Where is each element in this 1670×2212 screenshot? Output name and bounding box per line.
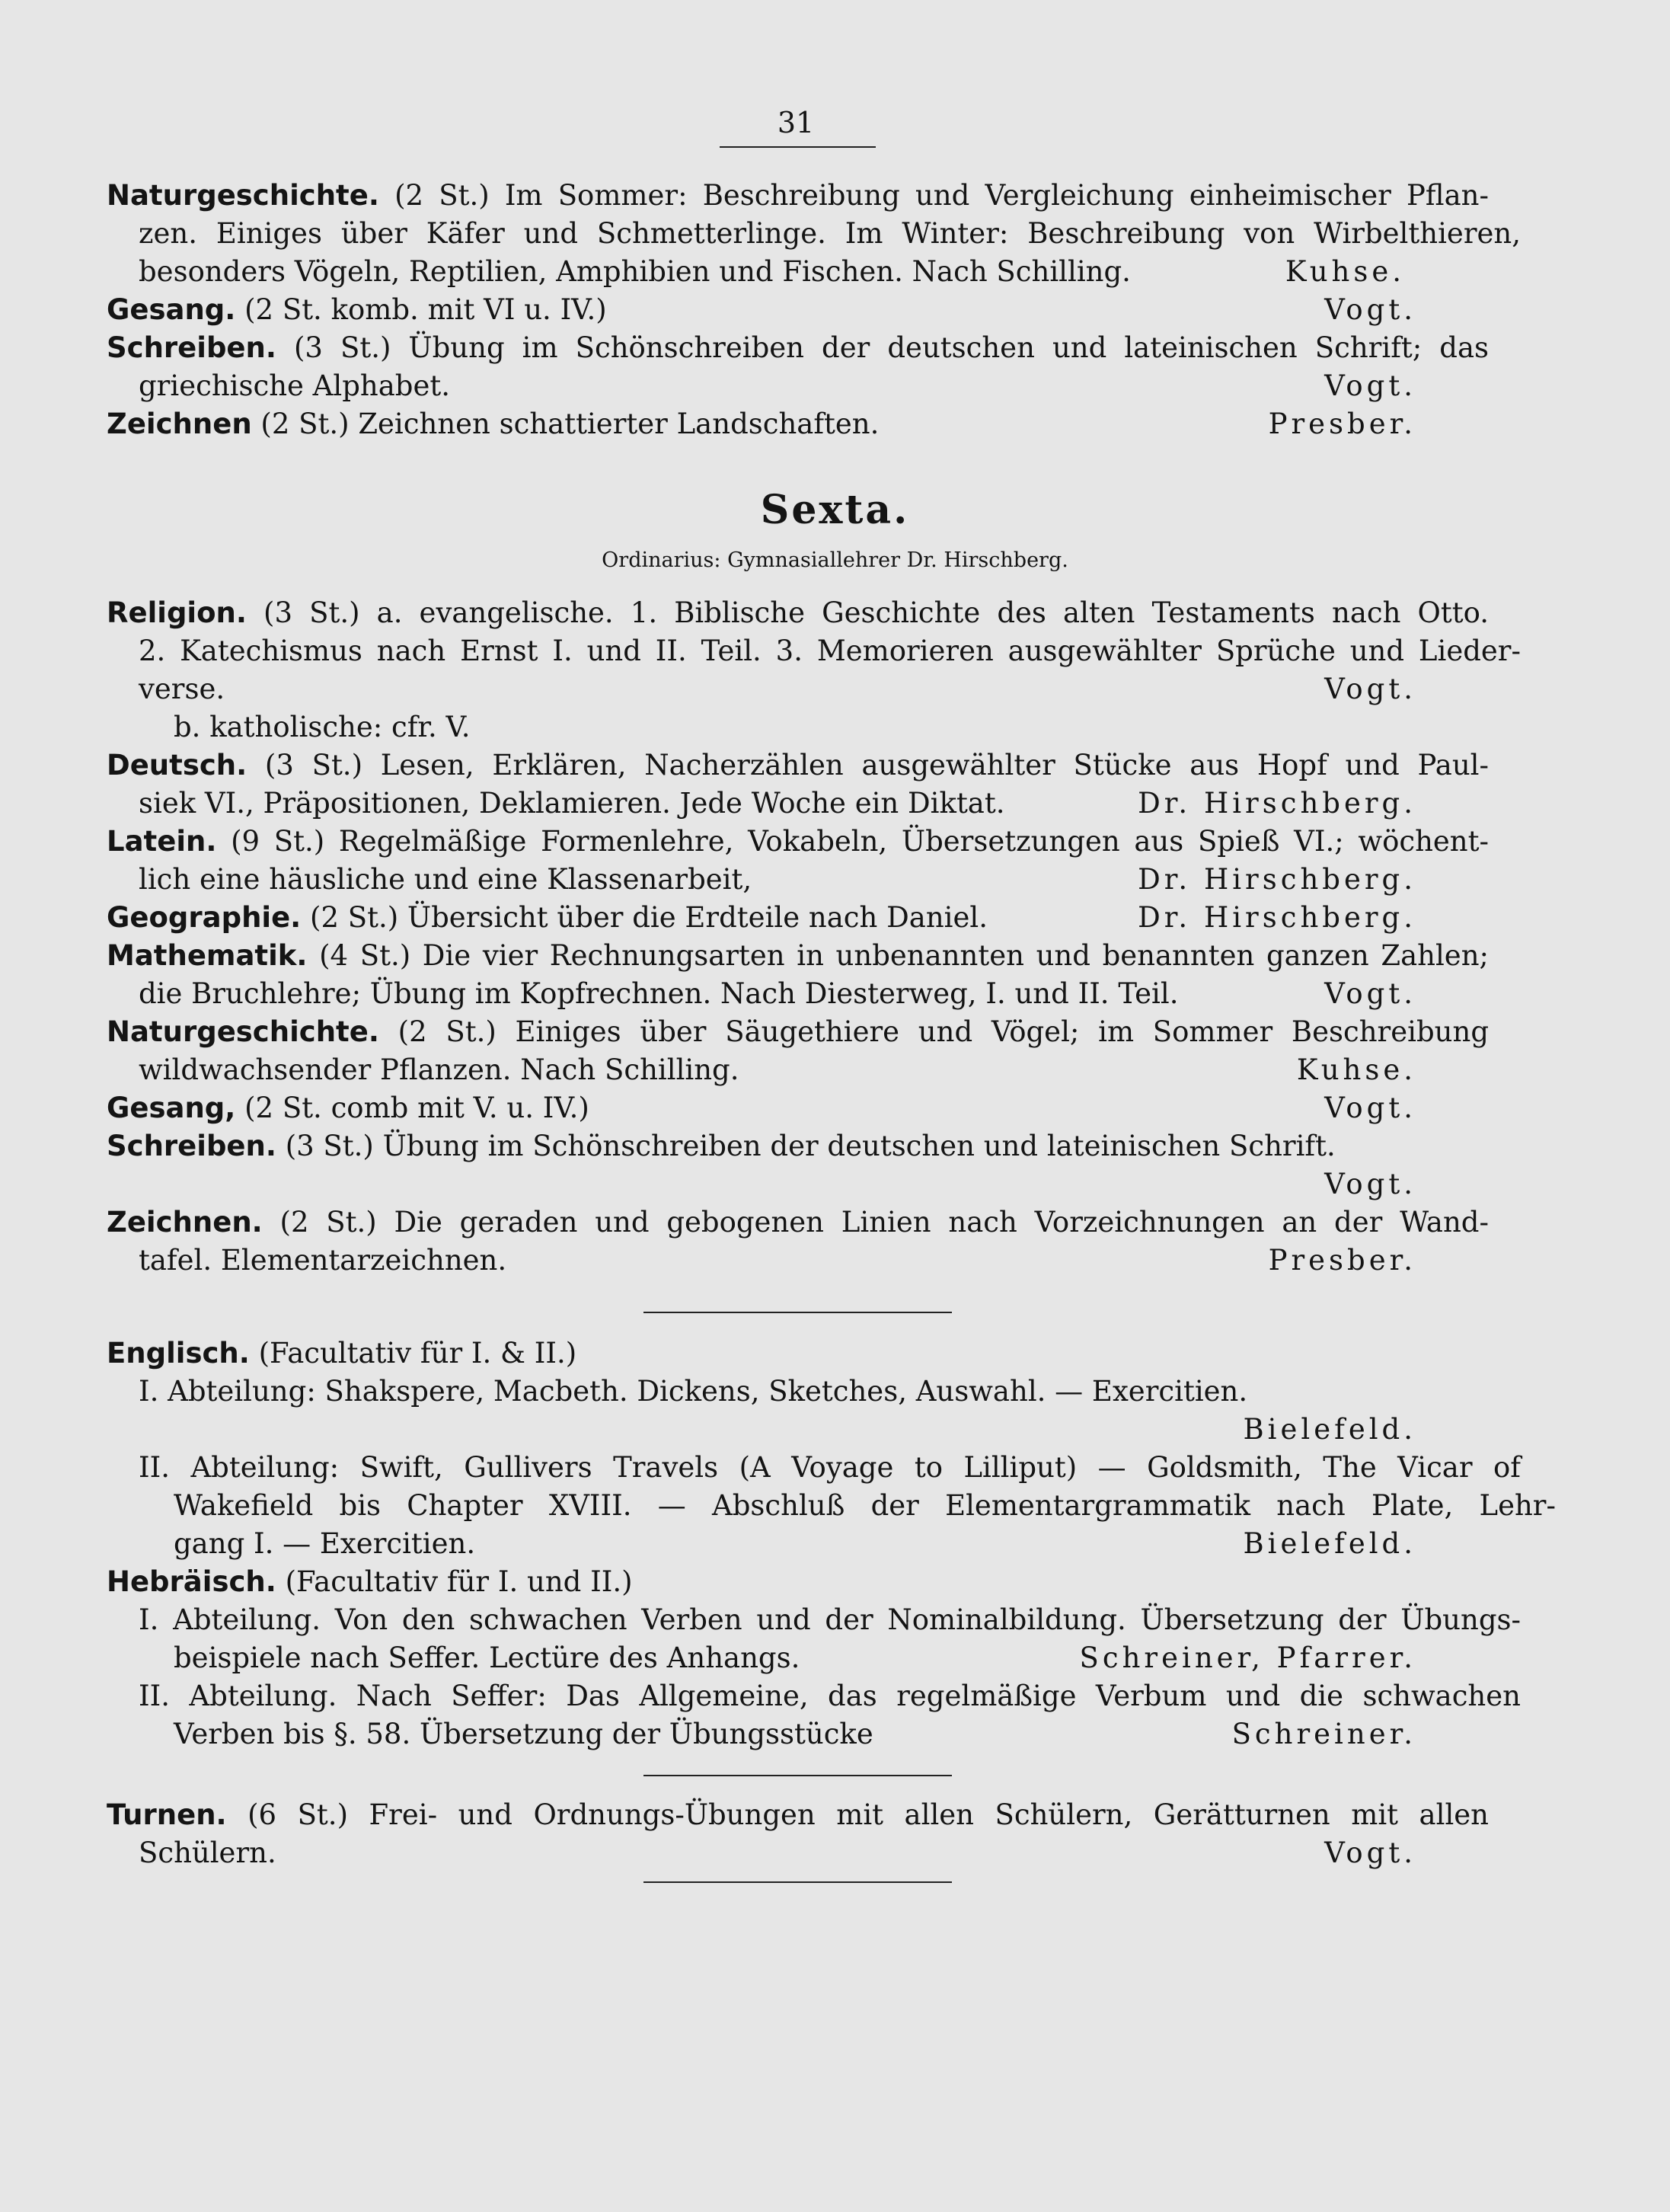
geographie-heading: Geographie. [107,901,302,934]
schreiben6-line: Schreiben. (3 St.) Übung im Schönschreiben der deutschen und lateinischen Schrift. [107,1130,1336,1162]
schreiben-line2: griechische Alphabet. [139,369,451,402]
mathematik-teacher: Vogt. [1324,977,1416,1010]
naturgeschichte-teacher: Kuhse. [1285,255,1405,288]
gesang6-heading: Gesang, [107,1092,236,1124]
latein-line1: Latein. (9 St.) Regelmäßige Formenlehre, Vokabeln, Übersetzungen aus Spieß VI.; wöchent- [107,825,1490,858]
geographie-line: Geographie. (2 St.) Übersicht über die Erdteile nach Daniel. [107,901,988,934]
englisch-a2-line1: II. Abteilung: Swift, Gullivers Travels (A Voyage to Lilliput) — Goldsmith, The Vicar of [139,1451,1521,1484]
sexta-ordinarius: Ordinarius: Gymnasiallehrer Dr. Hirschberg. [602,548,1068,572]
naturgeschichte6-teacher: Kuhse. [1296,1053,1416,1086]
hebraeisch-a1-teacher: Schreiner, Pfarrer. [1079,1641,1416,1674]
zeichnen-line: Zeichnen (2 St.) Zeichnen schattierter Landschaften. [107,408,880,440]
hebraeisch-a1-line1: I. Abteilung. Von den schwachen Verben und der Nominalbildung. Übersetzung der Übungs- [139,1603,1521,1636]
turnen-heading: Turnen. [107,1798,227,1831]
mathematik-line1: Mathematik. (4 St.) Die vier Rechnungsarten in unbenannten und benannten ganzen Zahlen; [107,939,1490,972]
englisch-a1: I. Abteilung: Shakspere, Macbeth. Dickens, Sketches, Auswahl. — Exercitien. [139,1375,1248,1408]
turnen-line1: Turnen. (6 St.) Frei- und Ordnungs-Übungen mit allen Schülern, Gerätturnen mit allen [107,1798,1490,1831]
latein-heading: Latein. [107,825,217,858]
gesang-heading: Gesang. [107,293,236,326]
turnen-teacher: Vogt. [1324,1836,1416,1869]
naturgeschichte-line1: Naturgeschichte. (2 St.) Im Sommer: Beschreibung und Vergleichung einheimischer Pflan- [107,179,1489,212]
naturgeschichte6-line1: Naturgeschichte. (2 St.) Einiges über Säugethiere und Vögel; im Sommer Beschreibung [107,1015,1490,1048]
religion-line3: verse. [139,673,225,705]
religion-line1: Religion. (3 St.) a. evangelische. 1. Biblische Geschichte des alten Testaments nach Otto. [107,596,1489,629]
englisch-heading: Englisch. [107,1337,250,1370]
gesang6-teacher: Vogt. [1324,1092,1416,1124]
page-number-rule [720,146,876,148]
naturgeschichte6-line2: wildwachsender Pflanzen. Nach Schilling. [139,1053,739,1086]
schreiben6-heading: Schreiben. [107,1130,276,1162]
deutsch-line1: Deutsch. (3 St.) Lesen, Erklären, Nacherzählen ausgewählter Stücke aus Hopf und Paul- [107,749,1490,782]
hebraeisch-heading: Hebräisch. [107,1565,276,1598]
schreiben-line1: Schreiben. (3 St.) Übung im Schönschreiben der deutschen und lateinischen Schrift; das [107,331,1489,364]
turnen-line2: Schülern. [139,1836,276,1869]
religion-line2: 2. Katechismus nach Ernst I. und II. Teil. 3. Memorieren ausgewählter Sprüche und Lieder- [139,635,1521,667]
geographie-teacher: Dr. Hirschberg. [1138,901,1416,934]
naturgeschichte-line2: zen. Einiges über Käfer und Schmetterlinge. Im Winter: Beschreibung von Wirbelthieren, [139,217,1521,250]
schreiben6-teacher: Vogt. [1324,1168,1416,1200]
deutsch-teacher: Dr. Hirschberg. [1138,787,1416,820]
latein-teacher: Dr. Hirschberg. [1138,863,1416,896]
gesang-teacher: Vogt. [1324,293,1416,326]
latein-line2: lich eine häusliche und eine Klassenarbeit, [139,863,752,896]
mathematik-line2: die Bruchlehre; Übung im Kopfrechnen. Nach Diesterweg, I. und II. Teil. [139,977,1179,1010]
gesang-line: Gesang. (2 St. komb. mit VI u. IV.) [107,293,607,326]
naturgeschichte-line3: besonders Vögeln, Reptilien, Amphibien und Fischen. Nach Schilling. [139,255,1131,288]
englisch-a1-teacher: Bielefeld. [1243,1413,1416,1446]
gesang6-line: Gesang, (2 St. comb mit V. u. IV.) [107,1092,589,1124]
section-divider [643,1312,952,1313]
end-rule [643,1881,952,1883]
zeichnen6-line1: Zeichnen. (2 St.) Die geraden und gebogenen Linien nach Vorzeichnungen an der Wand- [107,1206,1489,1239]
zeichnen6-heading: Zeichnen. [107,1206,263,1239]
hebraeisch-a2-line1: II. Abteilung. Nach Seffer: Das Allgemeine, das regelmäßige Verbum und die schwachen [139,1680,1521,1712]
englisch-a2-teacher: Bielefeld. [1243,1527,1416,1560]
englisch-a2-line3: gang I. — Exercitien. [174,1527,476,1560]
mathematik-heading: Mathematik. [107,939,308,972]
hebraeisch-a1-line2: beispiele nach Seffer. Lectüre des Anhangs. [174,1641,800,1674]
section-divider-2 [643,1775,952,1776]
sexta-title: Sexta. [760,487,910,533]
deutsch-heading: Deutsch. [107,749,247,782]
hebraeisch-a2-line2: Verben bis §. 58. Übersetzung der Übungsstücke [174,1718,873,1750]
schreiben-heading: Schreiben. [107,331,276,364]
deutsch-line2: siek VI., Präpositionen, Deklamieren. Jede Woche ein Diktat. [139,787,1005,820]
page-number: 31 [777,106,815,139]
zeichnen-heading: Zeichnen [107,408,252,440]
zeichnen-teacher: Presber. [1268,408,1416,440]
zeichnen6-teacher: Presber. [1268,1244,1416,1277]
zeichnen6-line2: tafel. Elementarzeichnen. [139,1244,507,1277]
religion-heading: Religion. [107,596,247,629]
schreiben-teacher: Vogt. [1324,369,1416,402]
englisch-line: Englisch. (Facultativ für I. & II.) [107,1337,577,1370]
religion-teacher: Vogt. [1324,673,1416,705]
hebraeisch-line: Hebräisch. (Facultativ für I. und II.) [107,1565,633,1598]
hebraeisch-a2-teacher: Schreiner. [1231,1718,1416,1750]
religion-line4: b. katholische: cfr. V. [174,711,471,743]
englisch-a2-line2: Wakefield bis Chapter XVIII. — Abschluß der Elementargrammatik nach Plate, Lehr- [174,1489,1556,1522]
naturgeschichte-heading: Naturgeschichte. [107,179,379,212]
naturgeschichte6-heading: Naturgeschichte. [107,1015,379,1048]
